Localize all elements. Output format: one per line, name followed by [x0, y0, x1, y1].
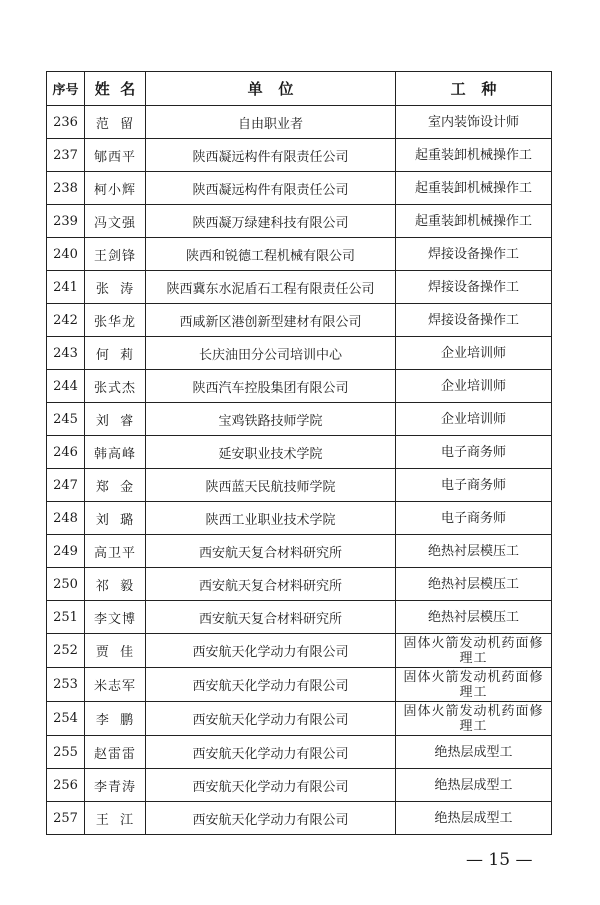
row-job: 固体火箭发动机药面修理工 [403, 703, 544, 734]
row-job: 焊接设备操作工 [396, 238, 552, 271]
row-job: 固体火箭发动机药面修理工 [403, 635, 544, 666]
row-number: 238 [47, 172, 85, 205]
row-unit: 陕西凝万绿建科技有限公司 [146, 205, 396, 238]
page-number: — 15 — [466, 850, 533, 870]
table-row [47, 469, 552, 502]
table-row [47, 702, 552, 736]
row-name: 刘 睿 [85, 403, 146, 436]
row-name: 范 留 [85, 106, 146, 139]
row-number: 241 [47, 271, 85, 304]
table-row [47, 271, 552, 304]
row-unit: 延安职业技术学院 [146, 436, 396, 469]
personnel-table [46, 71, 552, 835]
row-number: 254 [47, 702, 85, 736]
row-name: 祁 毅 [85, 568, 146, 601]
table-row [47, 139, 552, 172]
row-name: 冯文强 [85, 205, 146, 238]
row-unit: 西安航天化学动力有限公司 [146, 668, 396, 702]
row-unit: 陕西蓝天民航技师学院 [146, 469, 396, 502]
row-unit: 陕西汽车控股集团有限公司 [146, 370, 396, 403]
row-name: 张华龙 [85, 304, 146, 337]
row-name: 李 鹏 [85, 702, 146, 736]
row-job: 室内装饰设计师 [396, 106, 552, 139]
row-job: 企业培训师 [396, 337, 552, 370]
row-job: 电子商务师 [396, 469, 552, 502]
row-name: 高卫平 [85, 535, 146, 568]
row-unit: 陕西工业职业技术学院 [146, 502, 396, 535]
row-unit: 西安航天化学动力有限公司 [146, 769, 396, 802]
row-unit: 西安航天复合材料研究所 [146, 535, 396, 568]
row-number: 248 [47, 502, 85, 535]
row-number: 245 [47, 403, 85, 436]
table-row [47, 106, 552, 139]
row-job: 绝热层成型工 [396, 769, 552, 802]
row-name: 柯小辉 [85, 172, 146, 205]
row-name: 贾 佳 [85, 634, 146, 668]
row-job: 起重装卸机械操作工 [396, 172, 552, 205]
row-unit: 陕西和锐德工程机械有限公司 [146, 238, 396, 271]
header-name: 姓 名 [85, 72, 146, 106]
row-number: 257 [47, 802, 85, 835]
row-name: 韩高峰 [85, 436, 146, 469]
table-row [47, 172, 552, 205]
table-row [47, 634, 552, 668]
row-number: 244 [47, 370, 85, 403]
table-row [47, 802, 552, 835]
row-unit: 西安航天化学动力有限公司 [146, 736, 396, 769]
row-job: 绝热衬层模压工 [396, 568, 552, 601]
row-unit: 自由职业者 [146, 106, 396, 139]
table-row [47, 502, 552, 535]
row-unit: 长庆油田分公司培训中心 [146, 337, 396, 370]
row-name: 王剑锋 [85, 238, 146, 271]
table-row [47, 304, 552, 337]
row-name: 何 莉 [85, 337, 146, 370]
header-unit: 单 位 [146, 72, 396, 106]
row-job: 绝热衬层模压工 [396, 535, 552, 568]
row-name: 李青涛 [85, 769, 146, 802]
row-job: 电子商务师 [396, 436, 552, 469]
row-unit: 陕西凝远构件有限责任公司 [146, 139, 396, 172]
row-job: 绝热层成型工 [396, 802, 552, 835]
row-number: 246 [47, 436, 85, 469]
row-job: 绝热层成型工 [396, 736, 552, 769]
row-number: 252 [47, 634, 85, 668]
row-job: 起重装卸机械操作工 [396, 139, 552, 172]
row-name: 张 涛 [85, 271, 146, 304]
header-job: 工 种 [396, 72, 552, 106]
row-number: 249 [47, 535, 85, 568]
table-row [47, 535, 552, 568]
row-job: 企业培训师 [396, 370, 552, 403]
row-number: 240 [47, 238, 85, 271]
row-number: 251 [47, 601, 85, 634]
row-number: 256 [47, 769, 85, 802]
row-unit: 西安航天化学动力有限公司 [146, 702, 396, 736]
table-row [47, 205, 552, 238]
row-number: 236 [47, 106, 85, 139]
row-number: 255 [47, 736, 85, 769]
row-job: 焊接设备操作工 [396, 271, 552, 304]
table-row [47, 668, 552, 702]
row-number: 250 [47, 568, 85, 601]
row-job: 起重装卸机械操作工 [396, 205, 552, 238]
table-row [47, 337, 552, 370]
row-name: 郇西平 [85, 139, 146, 172]
table-row [47, 370, 552, 403]
row-number: 242 [47, 304, 85, 337]
row-number: 239 [47, 205, 85, 238]
row-number: 253 [47, 668, 85, 702]
row-unit: 西安航天复合材料研究所 [146, 568, 396, 601]
row-unit: 陕西冀东水泥盾石工程有限责任公司 [146, 271, 396, 304]
row-job: 企业培训师 [396, 403, 552, 436]
table-row [47, 769, 552, 802]
row-unit: 西安航天复合材料研究所 [146, 601, 396, 634]
table-row [47, 436, 552, 469]
row-name: 赵雷雷 [85, 736, 146, 769]
row-number: 237 [47, 139, 85, 172]
row-job: 焊接设备操作工 [396, 304, 552, 337]
row-name: 米志军 [85, 668, 146, 702]
row-name: 王 江 [85, 802, 146, 835]
table-row [47, 238, 552, 271]
row-name: 李文博 [85, 601, 146, 634]
row-name: 郑 金 [85, 469, 146, 502]
row-job: 固体火箭发动机药面修理工 [403, 669, 544, 700]
table-row [47, 403, 552, 436]
row-unit: 西咸新区港创新型建材有限公司 [146, 304, 396, 337]
row-unit: 陕西凝远构件有限责任公司 [146, 172, 396, 205]
table-body [47, 106, 552, 835]
row-unit: 西安航天化学动力有限公司 [146, 634, 396, 668]
row-name: 张式杰 [85, 370, 146, 403]
row-unit: 宝鸡铁路技师学院 [146, 403, 396, 436]
row-number: 243 [47, 337, 85, 370]
header-number: 序号 [47, 72, 85, 106]
table-row [47, 736, 552, 769]
row-number: 247 [47, 469, 85, 502]
row-job: 绝热衬层模压工 [396, 601, 552, 634]
row-unit: 西安航天化学动力有限公司 [146, 802, 396, 835]
table-header-row [47, 72, 552, 106]
table-row [47, 568, 552, 601]
table-row [47, 601, 552, 634]
row-job: 电子商务师 [396, 502, 552, 535]
row-name: 刘 璐 [85, 502, 146, 535]
